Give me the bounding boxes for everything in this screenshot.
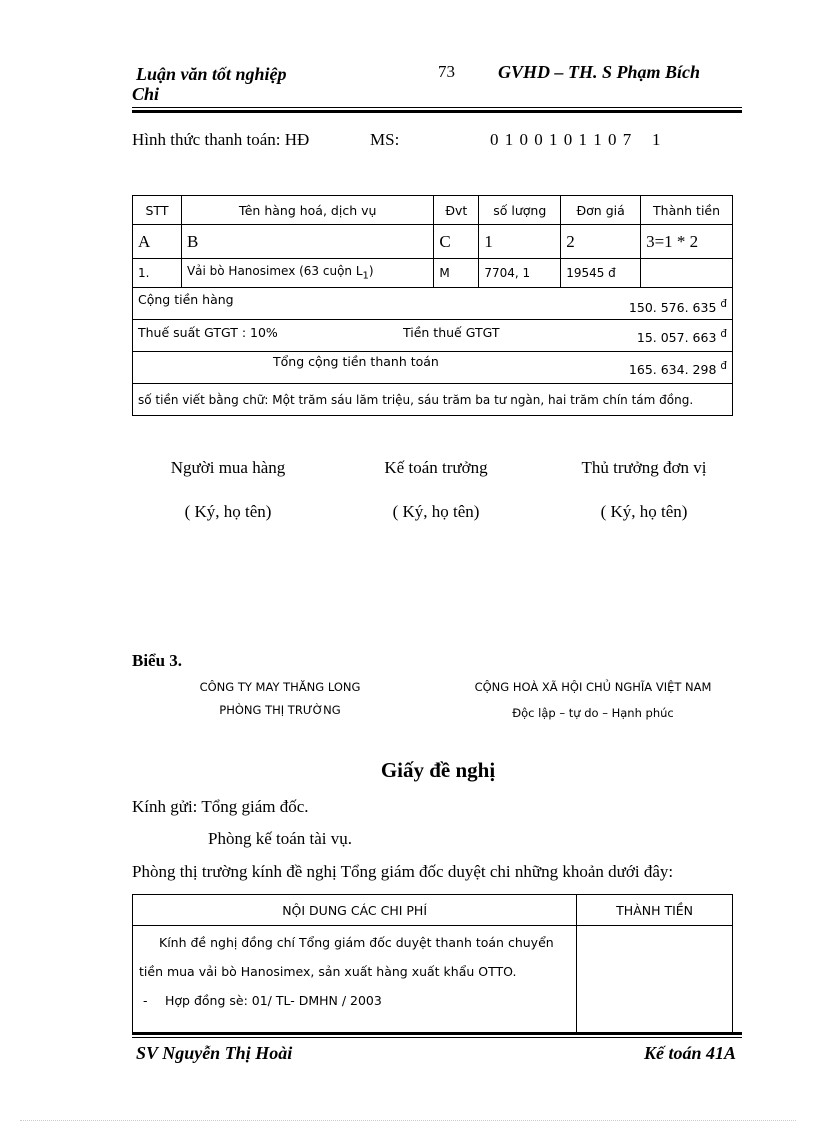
currency-symbol: đ xyxy=(720,297,727,310)
col-header-quantity: số lượng xyxy=(479,196,561,225)
col-header-expense-amount: THÀNH TIỀN xyxy=(577,895,733,926)
expense-content-line: tiền mua vải bò Hanosimex, sản xuất hàng xuất khẩu OTTO. xyxy=(139,964,517,979)
total-value: 165. 634. 298 xyxy=(628,362,717,378)
invoice-item-row xyxy=(133,259,733,288)
expense-amount xyxy=(577,926,733,1033)
footer-divider-thin xyxy=(132,1037,742,1038)
request-title: Giấy đề nghị xyxy=(380,758,496,782)
invoice-code-row xyxy=(133,225,733,259)
footer-class: Kế toán 41A xyxy=(643,1043,736,1063)
signature-buyer-role: Người mua hàng xyxy=(170,458,286,477)
subtotal-label: Cộng tiền hàng xyxy=(138,291,234,307)
code-cell: 3=1 * 2 xyxy=(641,225,733,259)
signature-buyer-note: ( Ký, họ tên) xyxy=(184,502,272,521)
signature-chief-accountant-note: ( Ký, họ tên) xyxy=(392,502,480,521)
code-cell: C xyxy=(434,225,479,259)
vat-amount-label: Tiền thuế GTGT xyxy=(403,325,500,341)
subtotal-row xyxy=(133,288,733,320)
ms-label: MS: xyxy=(370,130,400,149)
expense-content-line: - Hợp đồng sè: 01/ TL- DMHN / 2003 xyxy=(143,993,382,1008)
footer-divider-thick xyxy=(132,1032,742,1035)
header-thesis-title-continued: Chi xyxy=(132,84,160,104)
header-advisor: GVHD – TH. S Phạm Bích xyxy=(498,62,701,82)
expense-content-line: Kính đề nghị đồng chí Tổng giám đốc duyệt thanh toán chuyển xyxy=(159,935,554,950)
signature-unit-head-note: ( Ký, họ tên) xyxy=(600,502,688,521)
expense-header-row xyxy=(133,895,733,926)
republic-name: CỘNG HOÀ XÃ HỘI CHỦ NGHĨA VIỆT NAM xyxy=(474,680,712,694)
subtotal-value: 150. 576. 635 xyxy=(628,300,717,316)
expense-content xyxy=(133,926,577,1033)
header-thesis-title: Luận văn tốt nghiệp xyxy=(136,64,287,84)
col-header-expense-content: NỘI DUNG CÁC CHI PHÍ xyxy=(133,895,577,926)
code-cell: 1 xyxy=(479,225,561,259)
invoice-header-row xyxy=(133,196,733,225)
col-header-unit-price: Đơn giá xyxy=(561,196,641,225)
page-number: 73 xyxy=(438,62,455,81)
footer-student: SV Nguyễn Thị Hoài xyxy=(136,1043,293,1063)
item-amount xyxy=(641,259,733,288)
ms-value: 0 1 0 0 1 0 1 1 0 7 xyxy=(490,130,633,149)
currency-symbol: đ xyxy=(720,328,727,341)
col-header-unit: Đvt xyxy=(434,196,479,225)
item-name: Vải bò Hanosimex (63 cuộn $L_1$) xyxy=(181,259,433,288)
currency-symbol: đ xyxy=(720,360,727,373)
vat-value: 15. 057. 663 xyxy=(636,330,717,346)
amount-in-words-row xyxy=(133,384,733,416)
department-name: PHÒNG THỊ TRƯỜNG xyxy=(219,703,341,717)
total-row xyxy=(133,352,733,384)
item-quantity: 7704, 1 xyxy=(479,259,561,288)
ms-suffix: 1 xyxy=(652,130,661,149)
header-divider-thin xyxy=(132,107,742,108)
total-label: Tổng cộng tiền thanh toán xyxy=(273,354,439,369)
vat-rate-label: Thuế suất GTGT : 10% xyxy=(138,325,278,341)
national-motto: Độc lập – tự do – Hạnh phúc xyxy=(512,706,674,720)
amount-in-words: số tiền viết bằng chữ: Một trăm sáu lăm triệu, sáu trăm ba tư ngàn, hai trăm chín tám đồng. xyxy=(133,384,733,416)
expense-content-row xyxy=(133,926,733,1033)
col-header-item-name: Tên hàng hoá, dịch vụ xyxy=(181,196,433,225)
signature-unit-head-role: Thủ trưởng đơn vị xyxy=(581,458,707,477)
col-header-stt: STT xyxy=(133,196,182,225)
item-unit: M xyxy=(434,259,479,288)
page-bottom-edge xyxy=(20,1120,796,1121)
col-header-amount: Thành tiền xyxy=(641,196,733,225)
item-stt: 1. xyxy=(133,259,182,288)
item-unit-price: 19545 đ xyxy=(561,259,641,288)
vat-row xyxy=(133,320,733,352)
cc-line: Phòng kế toán tài vụ. xyxy=(208,829,353,848)
code-cell: B xyxy=(181,225,433,259)
request-intro: Phòng thị trường kính đề nghị Tổng giám đốc duyệt chi những khoản dưới đây: xyxy=(132,862,674,881)
company-name: CÔNG TY MAY THĂNG LONG xyxy=(199,680,361,694)
signature-chief-accountant-role: Kế toán trưởng xyxy=(384,458,488,477)
invoice-table xyxy=(132,195,733,416)
header-divider-thick xyxy=(132,110,742,113)
code-cell: A xyxy=(133,225,182,259)
code-cell: 2 xyxy=(561,225,641,259)
addressee-line: Kính gửi: Tổng giám đốc. xyxy=(132,797,309,816)
expense-request-table xyxy=(132,894,733,1033)
exhibit-label: Biểu 3. xyxy=(132,651,183,670)
payment-method: Hình thức thanh toán: HĐ xyxy=(132,130,310,149)
